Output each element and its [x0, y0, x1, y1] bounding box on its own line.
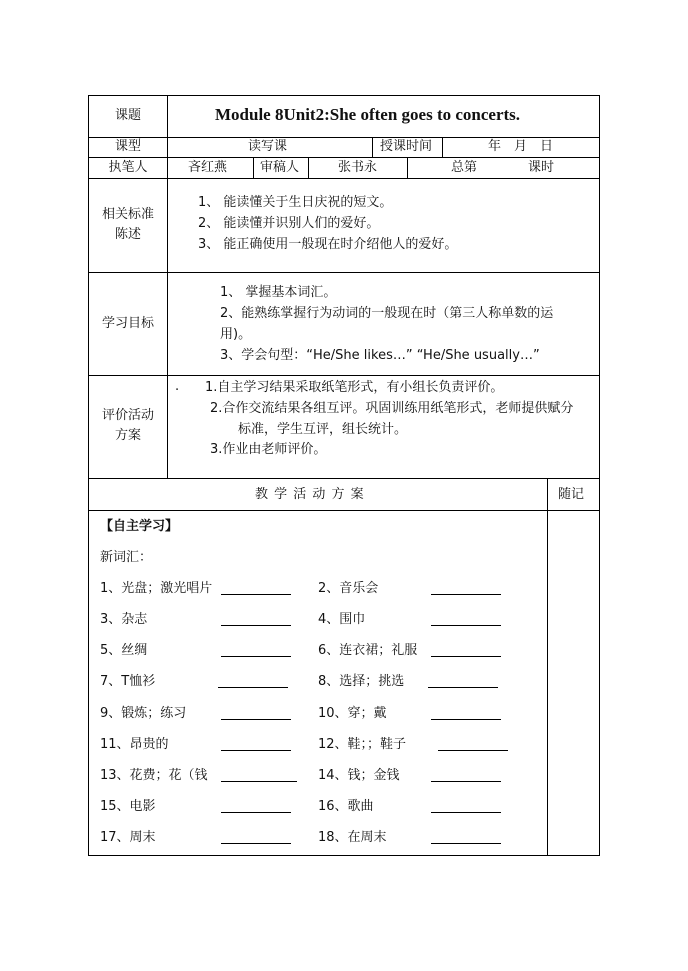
- notes-header: 随记: [558, 487, 585, 502]
- answer-blank[interactable]: [221, 656, 291, 657]
- writer-value: 吝红燕: [188, 160, 228, 175]
- standard-item: 3、 能正确使用一般现在时介绍他人的爱好。: [198, 237, 458, 252]
- answer-blank[interactable]: [221, 812, 291, 813]
- col-line: [442, 137, 443, 158]
- lesson-count-label: 课时: [528, 160, 555, 175]
- evaluation-item: 标准，学生互评，组长统计。: [238, 422, 408, 437]
- time-label: 授课时间: [380, 139, 433, 154]
- answer-blank[interactable]: [221, 781, 297, 782]
- evaluation-bullet: .: [175, 379, 180, 394]
- vocab-item: 10、穿；戴: [318, 706, 387, 721]
- reviewer-value: 张书永: [338, 160, 378, 175]
- answer-blank[interactable]: [221, 719, 291, 720]
- date-text: 年 月 日: [488, 139, 554, 154]
- answer-blank[interactable]: [431, 594, 501, 595]
- evaluation-item: 2.合作交流结果各组互评。巩固训练用纸笔形式，老师提供赋分: [210, 401, 574, 416]
- vocab-item: 18、在周末: [318, 830, 387, 845]
- col-line: [547, 478, 548, 856]
- evaluation-label-line1: 评价活动: [101, 408, 154, 423]
- standards-label-line1: 相关标准: [101, 207, 154, 222]
- vocab-item: 3、杂志: [100, 612, 148, 627]
- vocab-item: 11、昂贵的: [100, 737, 169, 752]
- col-line: [167, 95, 168, 479]
- standards-label: [89, 205, 167, 245]
- goal-item: 用)。: [220, 327, 252, 342]
- answer-blank[interactable]: [438, 750, 508, 751]
- vocab-item: 12、鞋；；鞋子: [318, 737, 407, 752]
- vocab-item: 2、音乐会: [318, 581, 379, 596]
- evaluation-label: [89, 406, 167, 446]
- row-line: [88, 272, 600, 273]
- standard-item: 2、 能读懂并识别人们的爱好。: [198, 216, 380, 231]
- standards-label-line2: 陈述: [114, 227, 141, 242]
- goal-item: 1、 掌握基本词汇。: [220, 285, 337, 300]
- vocab-item: 15、电影: [100, 799, 156, 814]
- vocab-item: 16、歌曲: [318, 799, 374, 814]
- answer-blank[interactable]: [431, 625, 501, 626]
- table-border-top: [88, 95, 600, 96]
- vocab-item: 9、锻炼；练习: [100, 706, 187, 721]
- col-line: [308, 157, 309, 179]
- row-line: [88, 478, 600, 479]
- topic-label: 课题: [114, 108, 141, 123]
- answer-blank[interactable]: [221, 594, 291, 595]
- reviewer-label: 审稿人: [260, 160, 300, 175]
- standard-item: 1、 能读懂关于生日庆祝的短文。: [198, 195, 393, 210]
- vocab-item: 4、围巾: [318, 612, 366, 627]
- evaluation-item: 3.作业由老师评价。: [210, 442, 327, 457]
- vocab-item: 5、丝绸: [100, 643, 148, 658]
- plan-header: 教 学 活 动 方 案: [255, 487, 365, 502]
- answer-blank[interactable]: [218, 687, 288, 688]
- answer-blank[interactable]: [221, 843, 291, 844]
- vocab-heading: 新词汇：: [100, 550, 153, 565]
- vocab-item: 13、花费；花（钱: [100, 768, 208, 783]
- goals-label: 学习目标: [101, 316, 154, 331]
- vocab-item: 6、连衣裙；礼服: [318, 643, 418, 658]
- type-value: 读写课: [248, 139, 288, 154]
- answer-blank[interactable]: [431, 812, 501, 813]
- total-label: 总第: [451, 160, 478, 175]
- vocab-item: 14、钱；金钱: [318, 768, 400, 783]
- vocab-item: 17、周末: [100, 830, 156, 845]
- lesson-title: Module 8Unit2:She often goes to concerts.: [215, 105, 521, 124]
- row-line: [88, 510, 600, 511]
- answer-blank[interactable]: [221, 625, 291, 626]
- vocab-item: 7、T恤衫: [100, 674, 156, 689]
- answer-blank[interactable]: [431, 656, 501, 657]
- table-border-right: [599, 95, 600, 856]
- row-line: [88, 375, 600, 376]
- answer-blank[interactable]: [431, 781, 501, 782]
- answer-blank[interactable]: [428, 687, 498, 688]
- answer-blank[interactable]: [431, 719, 501, 720]
- evaluation-item: 1.自主学习结果采取纸笔形式，有小组长负责评价。: [205, 380, 504, 395]
- section-title: 【自主学习】: [100, 519, 179, 534]
- type-label: 课型: [114, 139, 141, 154]
- vocab-item: 1、光盘；激光唱片: [100, 581, 213, 596]
- answer-blank[interactable]: [221, 750, 291, 751]
- evaluation-label-line2: 方案: [114, 428, 141, 443]
- col-line: [372, 137, 373, 158]
- table-border-bottom: [88, 855, 600, 856]
- col-line: [253, 157, 254, 179]
- col-line: [407, 157, 408, 179]
- writer-label: 执笔人: [108, 160, 148, 175]
- goal-item: 3、学会句型：“He/She likes…” “He/She usually…”: [220, 348, 540, 363]
- goal-item: 2、能熟练掌握行为动词的一般现在时（第三人称单数的运: [220, 306, 554, 321]
- row-line: [88, 178, 600, 179]
- answer-blank[interactable]: [431, 843, 501, 844]
- vocab-item: 8、选择；挑选: [318, 674, 405, 689]
